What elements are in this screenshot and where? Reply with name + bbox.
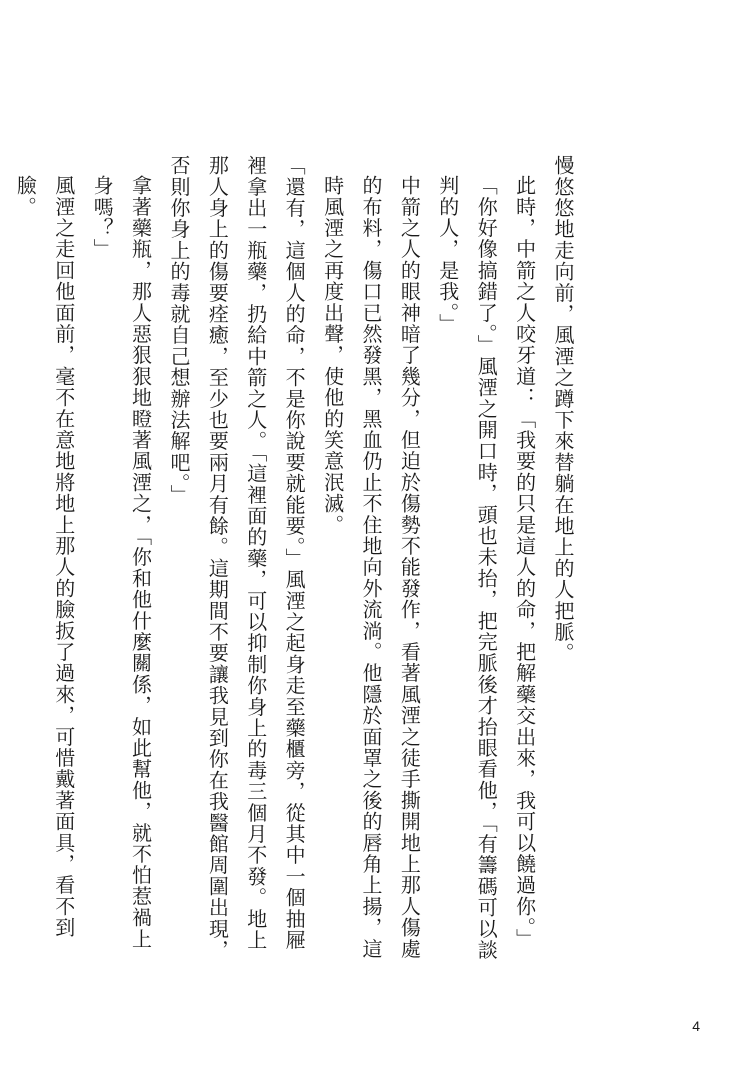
- paragraph-6: 拿著藥瓶，那人惡狠狠地瞪著風湮之，「你和他什麼關係，如此幫他，就不怕惹禍上身嗎？」: [90, 175, 153, 950]
- paragraph-7: 風湮之走回他面前，毫不在意地將地上那人的臉扳了過來，可惜戴著面具，看不到臉。: [13, 175, 76, 939]
- paragraph-1: 慢悠悠地走向前，風湮之蹲下來替躺在地上的人把脈。: [551, 155, 575, 664]
- paragraph-8: [0, 155, 6, 965]
- vertical-text-body: [13, 155, 582, 965]
- paragraph-5: 「還有，這個人的命，不是你說要就能要。」風湮之起身走至藥櫃旁，從其中一個抽屜裡拿出一瓶藥，扔給中箭之人。「這裡面的藥，可以抑制你身上的毒三個月不發。地上那人身上的傷要痊癒，至少也要兩月有餘。這期間不要讓我見到你在我醫館周圍出現，否則你身上的毒就自己想辦法解吧。」: [166, 155, 307, 961]
- paragraph-3: 「你好像搞錯了。」風湮之開口時，頭也未抬，把完脈後才抬眼看他，「有籌碼可以談判的人，是我。」: [435, 175, 499, 961]
- paragraph-4: 中箭之人的眼神暗了幾分，但迫於傷勢不能發作，看著風湮之徒手撕開地上那人傷處的布料，傷口已然發黑，黑血仍止不住地向外流淌。他隱於面罩之後的唇角上揚，這時風湮之再度出聲，使他的笑意泯滅。: [320, 175, 422, 960]
- page-number: 4: [692, 1018, 700, 1034]
- paragraph-2: 此時，中箭之人咬牙道：「我要的只是這人的命，把解藥交出來，我可以饒過你。」: [512, 175, 537, 950]
